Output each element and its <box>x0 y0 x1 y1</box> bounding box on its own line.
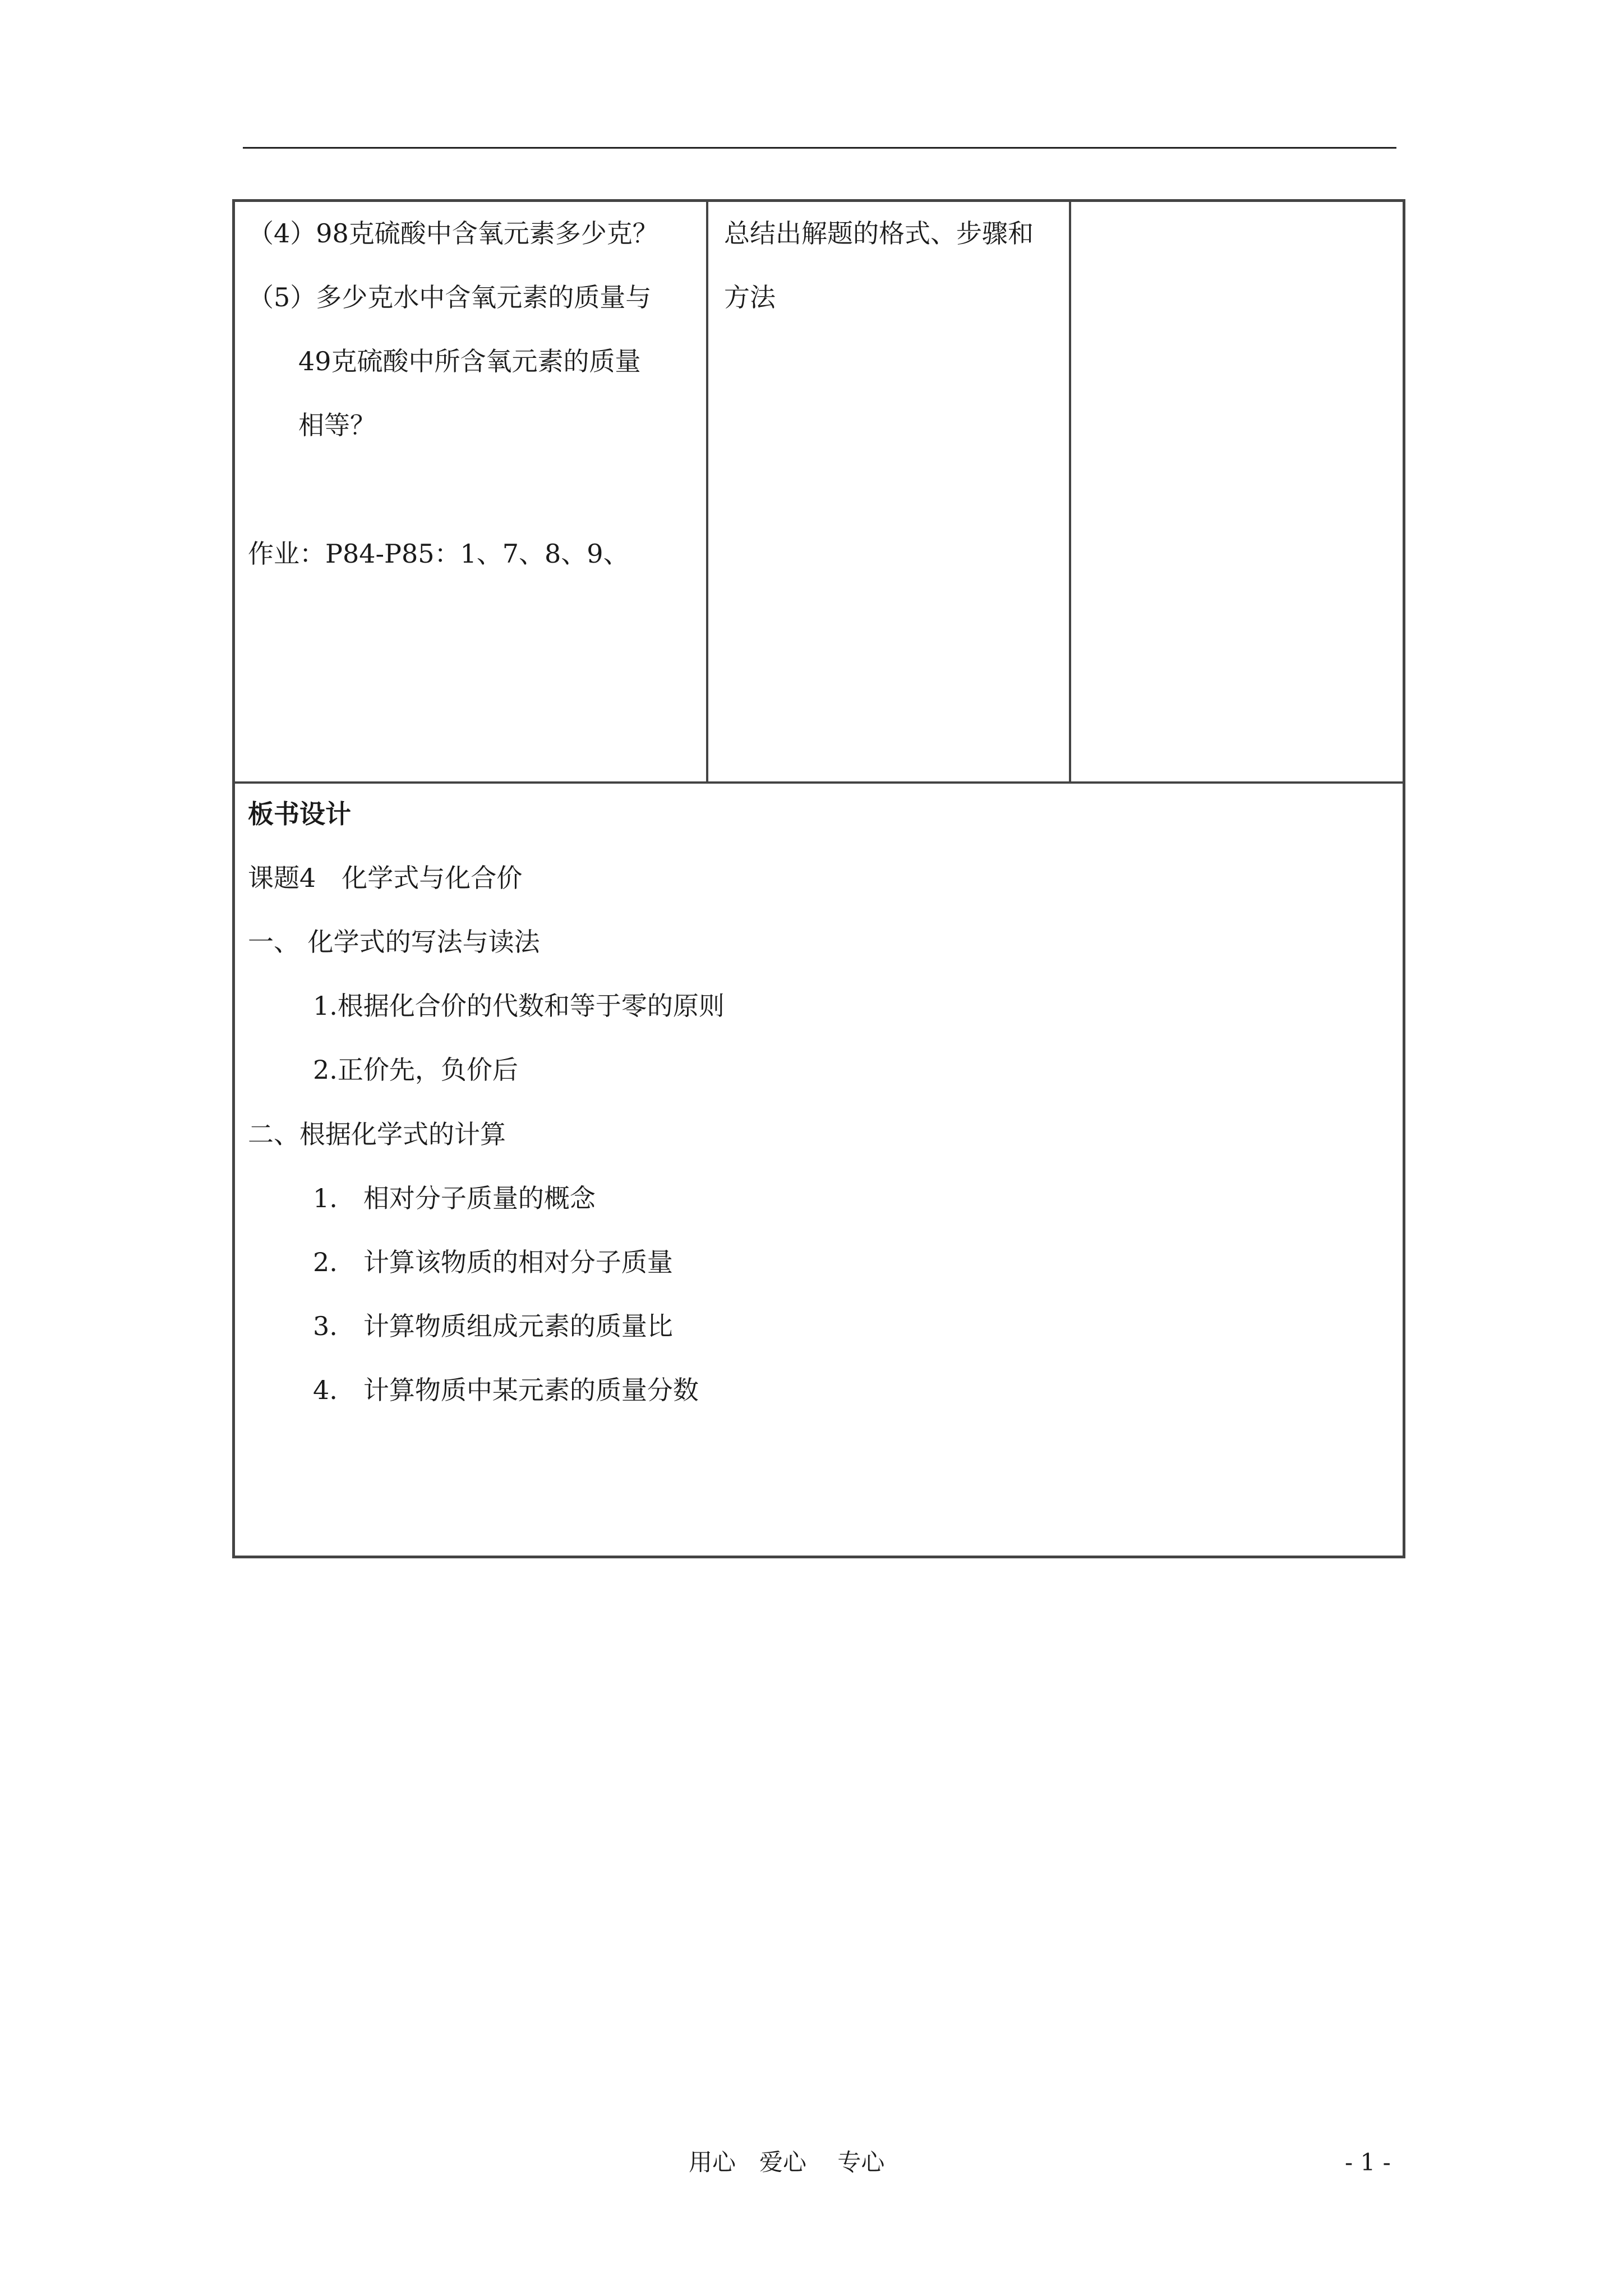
column-divider-1 <box>706 199 708 783</box>
section-2-title: 二、根据化学式的计算 <box>248 1119 506 1149</box>
question-5-line-1: （5）多少克水中含氧元素的质量与 <box>248 282 652 312</box>
board-design-heading: 板书设计 <box>248 799 351 829</box>
question-5-line-3: 相等？ <box>298 410 376 440</box>
question-5-line-2: 49克硫酸中所含氧元素的质量 <box>298 346 641 376</box>
section-2-item: 1. 相对分子质量的概念 <box>313 1183 596 1213</box>
column-divider-2 <box>1069 199 1071 783</box>
activity-line-1: 总结出解题的格式、步骤和 <box>724 218 1034 249</box>
page-number: - 1 - <box>1345 2148 1391 2176</box>
lesson-title: 课题4 化学式与化合价 <box>248 863 523 893</box>
section-2-item: 2. 计算该物质的相对分子质量 <box>313 1247 673 1277</box>
footer-motto: 用心 爱心 专心 <box>689 2148 885 2176</box>
activity-line-2: 方法 <box>724 282 776 312</box>
section-2-item: 3. 计算物质组成元素的质量比 <box>313 1311 673 1341</box>
row-divider <box>232 781 1405 784</box>
section-1-item: 2.正价先，负价后 <box>313 1055 518 1085</box>
header-rule <box>243 147 1396 149</box>
section-2-item: 4. 计算物质中某元素的质量分数 <box>313 1375 699 1405</box>
section-1-title: 一、 化学式的写法与读法 <box>248 927 540 957</box>
homework-text: 作业：P84-P85：1、7、8、9、 <box>248 539 629 569</box>
section-1-item: 1.根据化合价的代数和等于零的原则 <box>313 991 725 1021</box>
question-4: （4）98克硫酸中含氧元素多少克？ <box>248 218 658 249</box>
